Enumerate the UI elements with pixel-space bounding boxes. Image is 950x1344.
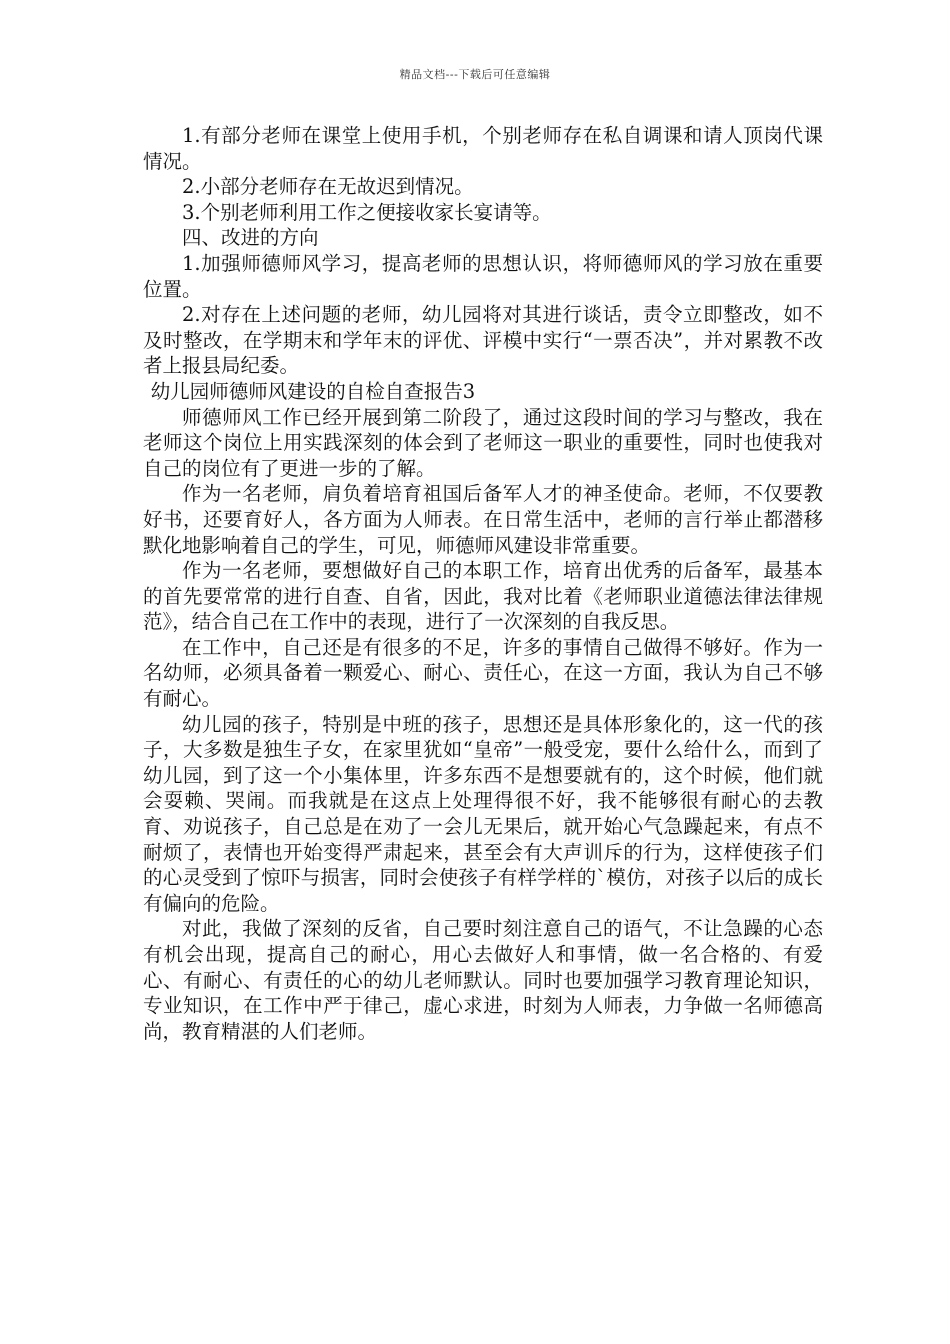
- body-paragraph: 幼儿园的孩子，特别是中班的孩子，思想还是具体形象化的，这一代的孩子，大多数是独生子女，在家里犹如“皇帝”一般受宠，要什么给什么，而到了幼儿园，到了这一个小集体里，许多东西不是想要就有的，这个时候，他们就会耍赖、哭闹。而我就是在这点上处理得很不好，我不能够很有耐心的去教育、劝说孩子，自己总是在劝了一会儿无果后，就开始心气急躁起来，有点不耐烦了，表情也开始变得严肃起来，甚至会有大声训斥的行为，这样使孩子们的心灵受到了惊吓与损害，同时会使孩子有样学样的`模仿，对孩子以后的成长有偏向的危险。: [143, 712, 823, 915]
- issue-item-2: 2.小部分老师存在无故迟到情况。: [182, 175, 474, 199]
- body-paragraph: 作为一名老师，肩负着培育祖国后备军人才的神圣使命。老师，不仅要教好书，还要育好人，各方面为人师表。在日常生活中，老师的言行举止都潜移默化地影响着自己的学生，可见，师德师风建设非常重要。: [143, 482, 823, 557]
- body-paragraph: 师德师风工作已经开展到第二阶段了，通过这段时间的学习与整改，我在老师这个岗位上用实践深刻的体会到了老师这一职业的重要性，同时也使我对自己的岗位有了更进一步的了解。: [143, 405, 823, 480]
- body-paragraph: 在工作中，自己还是有很多的不足，许多的事情自己做得不够好。作为一名幼师，必须具备着一颗爱心、耐心、责任心，在这一方面，我认为自己不够有耐心。: [143, 635, 823, 711]
- report-title: 幼儿园师德师风建设的自检自查报告3: [150, 379, 476, 403]
- document-body: [143, 123, 823, 1044]
- improvement-item-2: 2.对存在上述问题的老师，幼儿园将对其进行谈话，责令立即整改，如不及时整改，在学期末和学年末的评优、评模中实行“一票否决”，并对累教不改者上报县局纪委。: [143, 303, 823, 378]
- section-heading-improvement: 四、改进的方向: [182, 226, 319, 250]
- issue-item-3: 3.个别老师利用工作之便接收家长宴请等。: [182, 200, 552, 224]
- body-paragraph: 作为一名老师，要想做好自己的本职工作，培育出优秀的后备军，最基本的首先要常常的进行自查、自省，因此，我对比着《老师职业道德法律法律规范》，结合自己在工作中的表现，进行了一次深刻的自我反思。: [143, 559, 823, 634]
- body-paragraph: 对此，我做了深刻的反省，自己要时刻注意自己的语气，不让急躁的心态有机会出现，提高自己的耐心，用心去做好人和事情，做一名合格的、有爱心、有耐心、有责任的心的幼儿老师默认。同时也要加强学习教育理论知识，专业知识，在工作中严于律己，虚心求进，时刻为人师表，力争做一名师德高尚，教育精湛的人们老师。: [143, 917, 823, 1043]
- issue-item-1: 1.有部分老师在课堂上使用手机，个别老师存在私自调课和请人顶岗代课情况。: [143, 124, 823, 173]
- page-header: 精品文档---下载后可任意编辑: [399, 68, 551, 81]
- improvement-item-1: 1.加强师德师风学习，提高老师的思想认识，将师德师风的学习放在重要位置。: [143, 251, 823, 301]
